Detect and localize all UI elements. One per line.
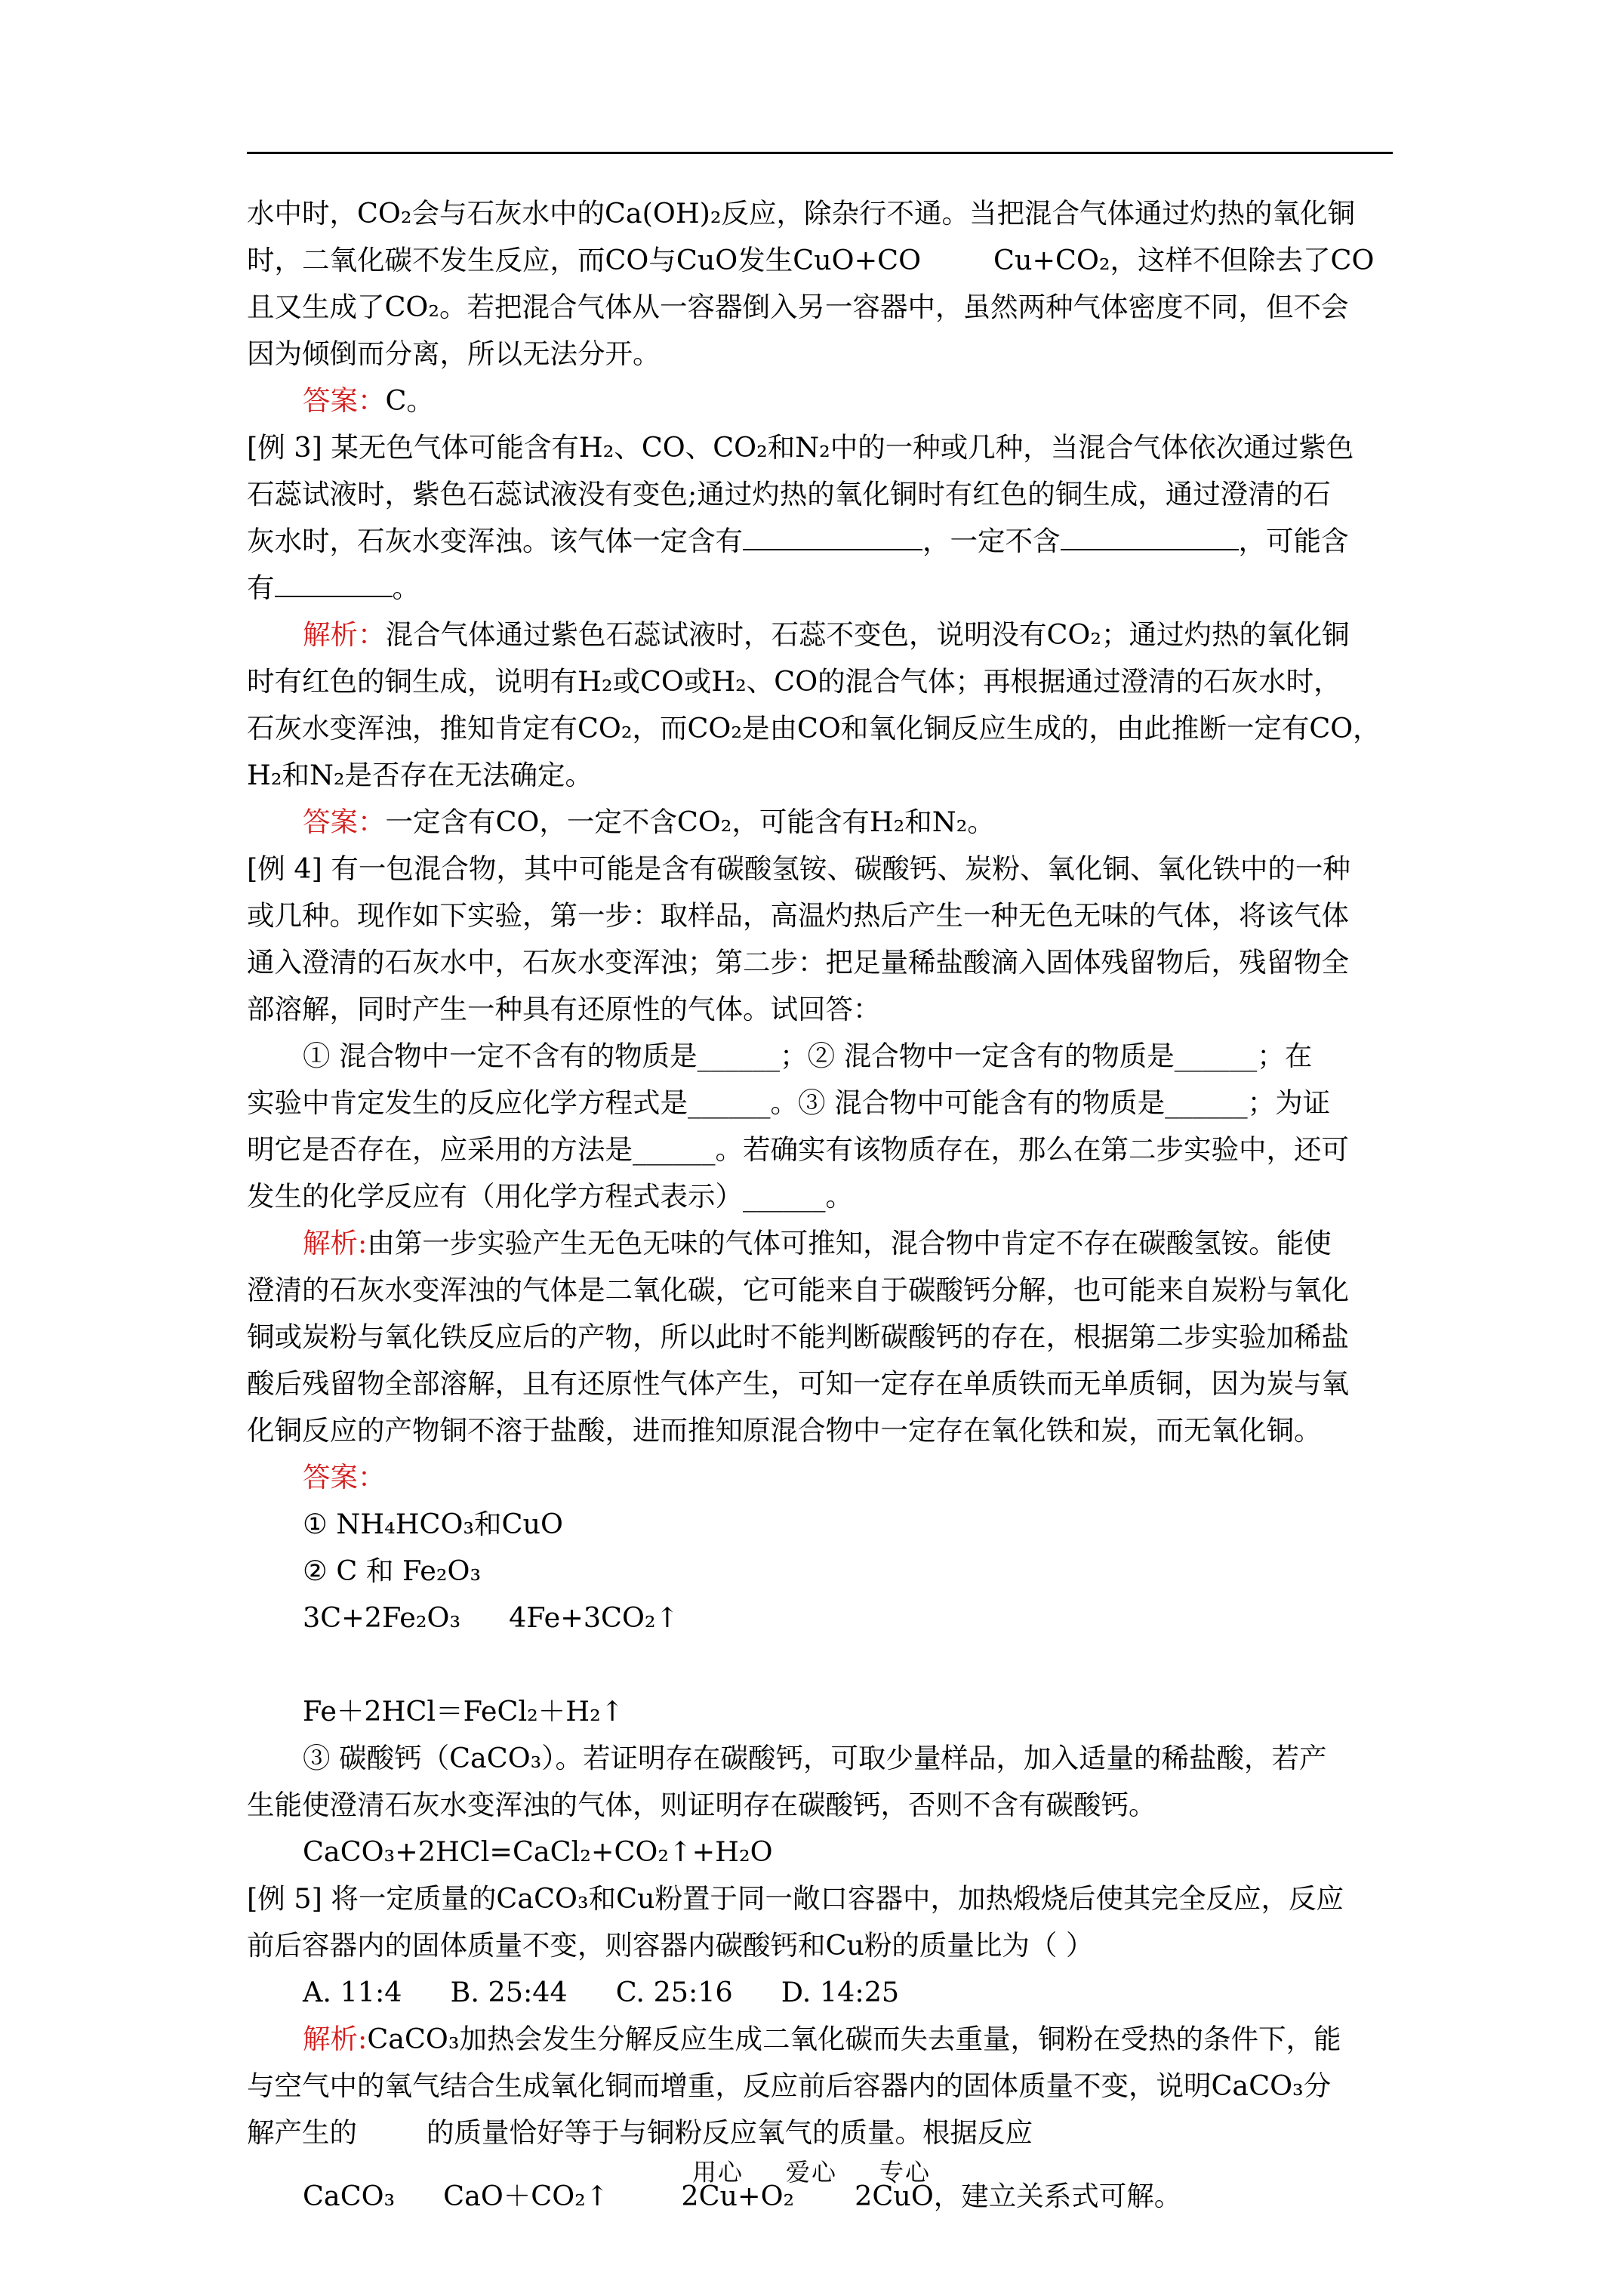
text-span: 解产生的	[247, 2116, 357, 2149]
analysis-line: 与空气中的氧气结合生成氧化铜而增重，反应前后容器内的固体质量不变，说明CaCO₃分	[247, 2069, 1332, 2102]
text-line: 因为倾倒而分离，所以无法分开。	[247, 337, 661, 370]
example-4-line: [例 4] 有一包混合物，其中可能是含有碳酸氢铵、碳酸钙、炭粉、氧化铜、氧化铁中的一种	[247, 852, 1350, 885]
answer-line: ② C 和 Fe₂O₃	[303, 1555, 482, 1587]
document-body	[247, 190, 1394, 2220]
answer-line	[247, 799, 1394, 846]
text-line: 且又生成了CO₂。若把混合气体从一容器倒入另一容器中，虽然两种气体密度不同，但不会	[247, 291, 1349, 323]
text-span: 由第一步实验产生无色无味的气体可推知，混合物中肯定不存在碳酸氢铵。能使	[367, 1227, 1332, 1259]
example-4-line: 或几种。现作如下实验，第一步：取样品，高温灼热后产生一种无色无味的气体，将该气体	[247, 899, 1349, 932]
analysis-label: 解析：	[303, 618, 386, 651]
text-span: Cu+CO₂，这样不但除去了CO	[993, 244, 1375, 276]
page-footer	[0, 2153, 1623, 2188]
text-span: CaCO₃	[303, 2180, 396, 2212]
analysis-line	[247, 2110, 1394, 2156]
example-4-line: 部溶解，同时产生一种具有还原性的气体。试回答：	[247, 993, 881, 1025]
example-4-line: 发生的化学反应有（用化学方程式表示）______。	[247, 1180, 853, 1213]
option-c: C. 25:16	[615, 1976, 733, 2008]
analysis-label: 解析:	[303, 1227, 368, 1259]
text-span: ，可能含	[1238, 525, 1349, 557]
example-4-line: 明它是否存在，应采用的方法是______。若确实有该物质存在，那么在第二步实验中，还可	[247, 1133, 1349, 1166]
example-3-line	[247, 565, 1394, 612]
analysis-line: 澄清的石灰水变浑浊的气体是二氧化碳，它可能来自于碳酸钙分解，也可能来自炭粉与氧化	[247, 1274, 1349, 1306]
text-span: 。	[392, 572, 420, 604]
answer-text: 一定含有CO，一定不含CO₂，可能含有H₂和N₂。	[385, 806, 995, 838]
text-span: 2CuO，建立关系式可解。	[855, 2180, 1182, 2212]
text-span: 3C+2Fe₂O₃	[303, 1601, 461, 1634]
example-5-line: 前后容器内的固体质量不变，则容器内碳酸钙和Cu粉的质量比为（ ）	[247, 1929, 1094, 1962]
answer-text: C。	[385, 384, 434, 417]
analysis-line: 时有红色的铜生成，说明有H₂或CO或H₂、CO的混合气体；再根据通过澄清的石灰水时，	[247, 665, 1341, 698]
text-span: CaCO₃加热会发生分解反应生成二氧化碳而失去重量，铜粉在受热的条件下，能	[367, 2023, 1341, 2055]
equation-line	[247, 1595, 1394, 1641]
text-span: 灰水时，石灰水变浑浊。该气体一定含有	[247, 525, 743, 557]
example-4-line: ① 混合物中一定不含有的物质是______；② 混合物中一定含有的物质是______；在	[303, 1040, 1313, 1072]
analysis-line	[247, 1220, 1394, 1267]
text-span: 的质量恰好等于与铜粉反应氧气的质量。根据反应	[427, 2116, 1033, 2149]
answer-line: ① NH₄HCO₃和CuO	[303, 1508, 563, 1540]
example-4-line: 实验中肯定发生的反应化学方程式是______。③ 混合物中可能含有的物质是______；为证	[247, 1086, 1331, 1119]
equation-line: CaCO₃+2HCl=CaCl₂+CO₂↑+H₂O	[303, 1835, 773, 1868]
equation-line: Fe＋2HCl＝FeCl₂＋H₂↑	[303, 1695, 624, 1727]
example-3-line: [例 3] 某无色气体可能含有H₂、CO、CO₂和N₂中的一种或几种，当混合气体依次通过紫色	[247, 431, 1354, 464]
answer-line: ③ 碳酸钙（CaCO₃）。若证明存在碳酸钙，可取少量样品，加入适量的稀盐酸，若产	[303, 1742, 1327, 1774]
answer-line	[247, 378, 1394, 424]
answer-label: 答案：	[303, 1461, 386, 1493]
footer-word: 爱心	[785, 2158, 837, 2187]
answer-label: 答案：	[303, 806, 386, 838]
header-rule	[247, 152, 1393, 154]
answer-line: 生能使澄清石灰水变浑浊的气体，则证明存在碳酸钙，否则不含有碳酸钙。	[247, 1789, 1156, 1821]
analysis-line: 酸后残留物全部溶解，且有还原性气体产生，可知一定存在单质铁而无单质铜，因为炭与氧	[247, 1367, 1349, 1400]
analysis-line: H₂和N₂是否存在无法确定。	[247, 759, 593, 791]
analysis-line: 石灰水变浑浊，推知肯定有CO₂，而CO₂是由CO和氧化铜反应生成的，由此推断一定有CO，	[247, 712, 1381, 744]
options-line	[247, 1969, 1394, 2016]
example-5-line: [例 5] 将一定质量的CaCO₃和Cu粉置于同一敞口容器中，加热煅烧后使其完全反应，反应	[247, 1882, 1344, 1915]
answer-blank	[743, 519, 922, 550]
answer-blank	[1061, 519, 1239, 550]
text-span: 有	[247, 572, 275, 604]
example-3-line	[247, 518, 1394, 565]
text-span: ，一定不含	[922, 525, 1061, 557]
analysis-line	[247, 612, 1394, 658]
analysis-line: 化铜反应的产物铜不溶于盐酸，进而推知原混合物中一定存在氧化铁和炭，而无氧化铜。	[247, 1414, 1322, 1447]
text-span: 2Cu+O₂	[681, 2180, 795, 2212]
blank-gap	[247, 1641, 1394, 1688]
option-d: D. 14:25	[781, 1976, 900, 2008]
analysis-line	[247, 2016, 1394, 2063]
analysis-line: 铜或炭粉与氧化铁反应后的产物，所以此时不能判断碳酸钙的存在，根据第二步实验加稀盐	[247, 1321, 1349, 1353]
text-line	[247, 237, 1394, 284]
analysis-label: 解析:	[303, 2023, 368, 2055]
footer-word: 专心	[879, 2158, 932, 2187]
option-b: B. 25:44	[450, 1976, 568, 2008]
text-span: 4Fe+3CO₂↑	[509, 1601, 679, 1634]
text-span: 混合气体通过紫色石蕊试液时，石蕊不变色，说明没有CO₂；通过灼热的氧化铜	[385, 618, 1350, 651]
example-3-line: 石蕊试液时，紫色石蕊试液没有变色;通过灼热的氧化铜时有红色的铜生成，通过澄清的石	[247, 478, 1331, 510]
text-span: 时，二氧化碳不发生反应，而CO与CuO发生CuO+CO	[247, 244, 922, 276]
example-4-line: 通入澄清的石灰水中，石灰水变浑浊；第二步：把足量稀盐酸滴入固体残留物后，残留物全	[247, 946, 1349, 978]
footer-word: 用心	[691, 2158, 744, 2187]
answer-label: 答案：	[303, 384, 386, 417]
option-a: A. 11:4	[303, 1976, 402, 2008]
answer-line	[247, 1454, 1394, 1501]
text-line: 水中时，CO₂会与石灰水中的Ca(OH)₂反应，除杂行不通。当把混合气体通过灼热的氧化铜	[247, 197, 1356, 230]
answer-blank	[275, 566, 393, 597]
text-span: CaO＋CO₂↑	[443, 2180, 609, 2212]
